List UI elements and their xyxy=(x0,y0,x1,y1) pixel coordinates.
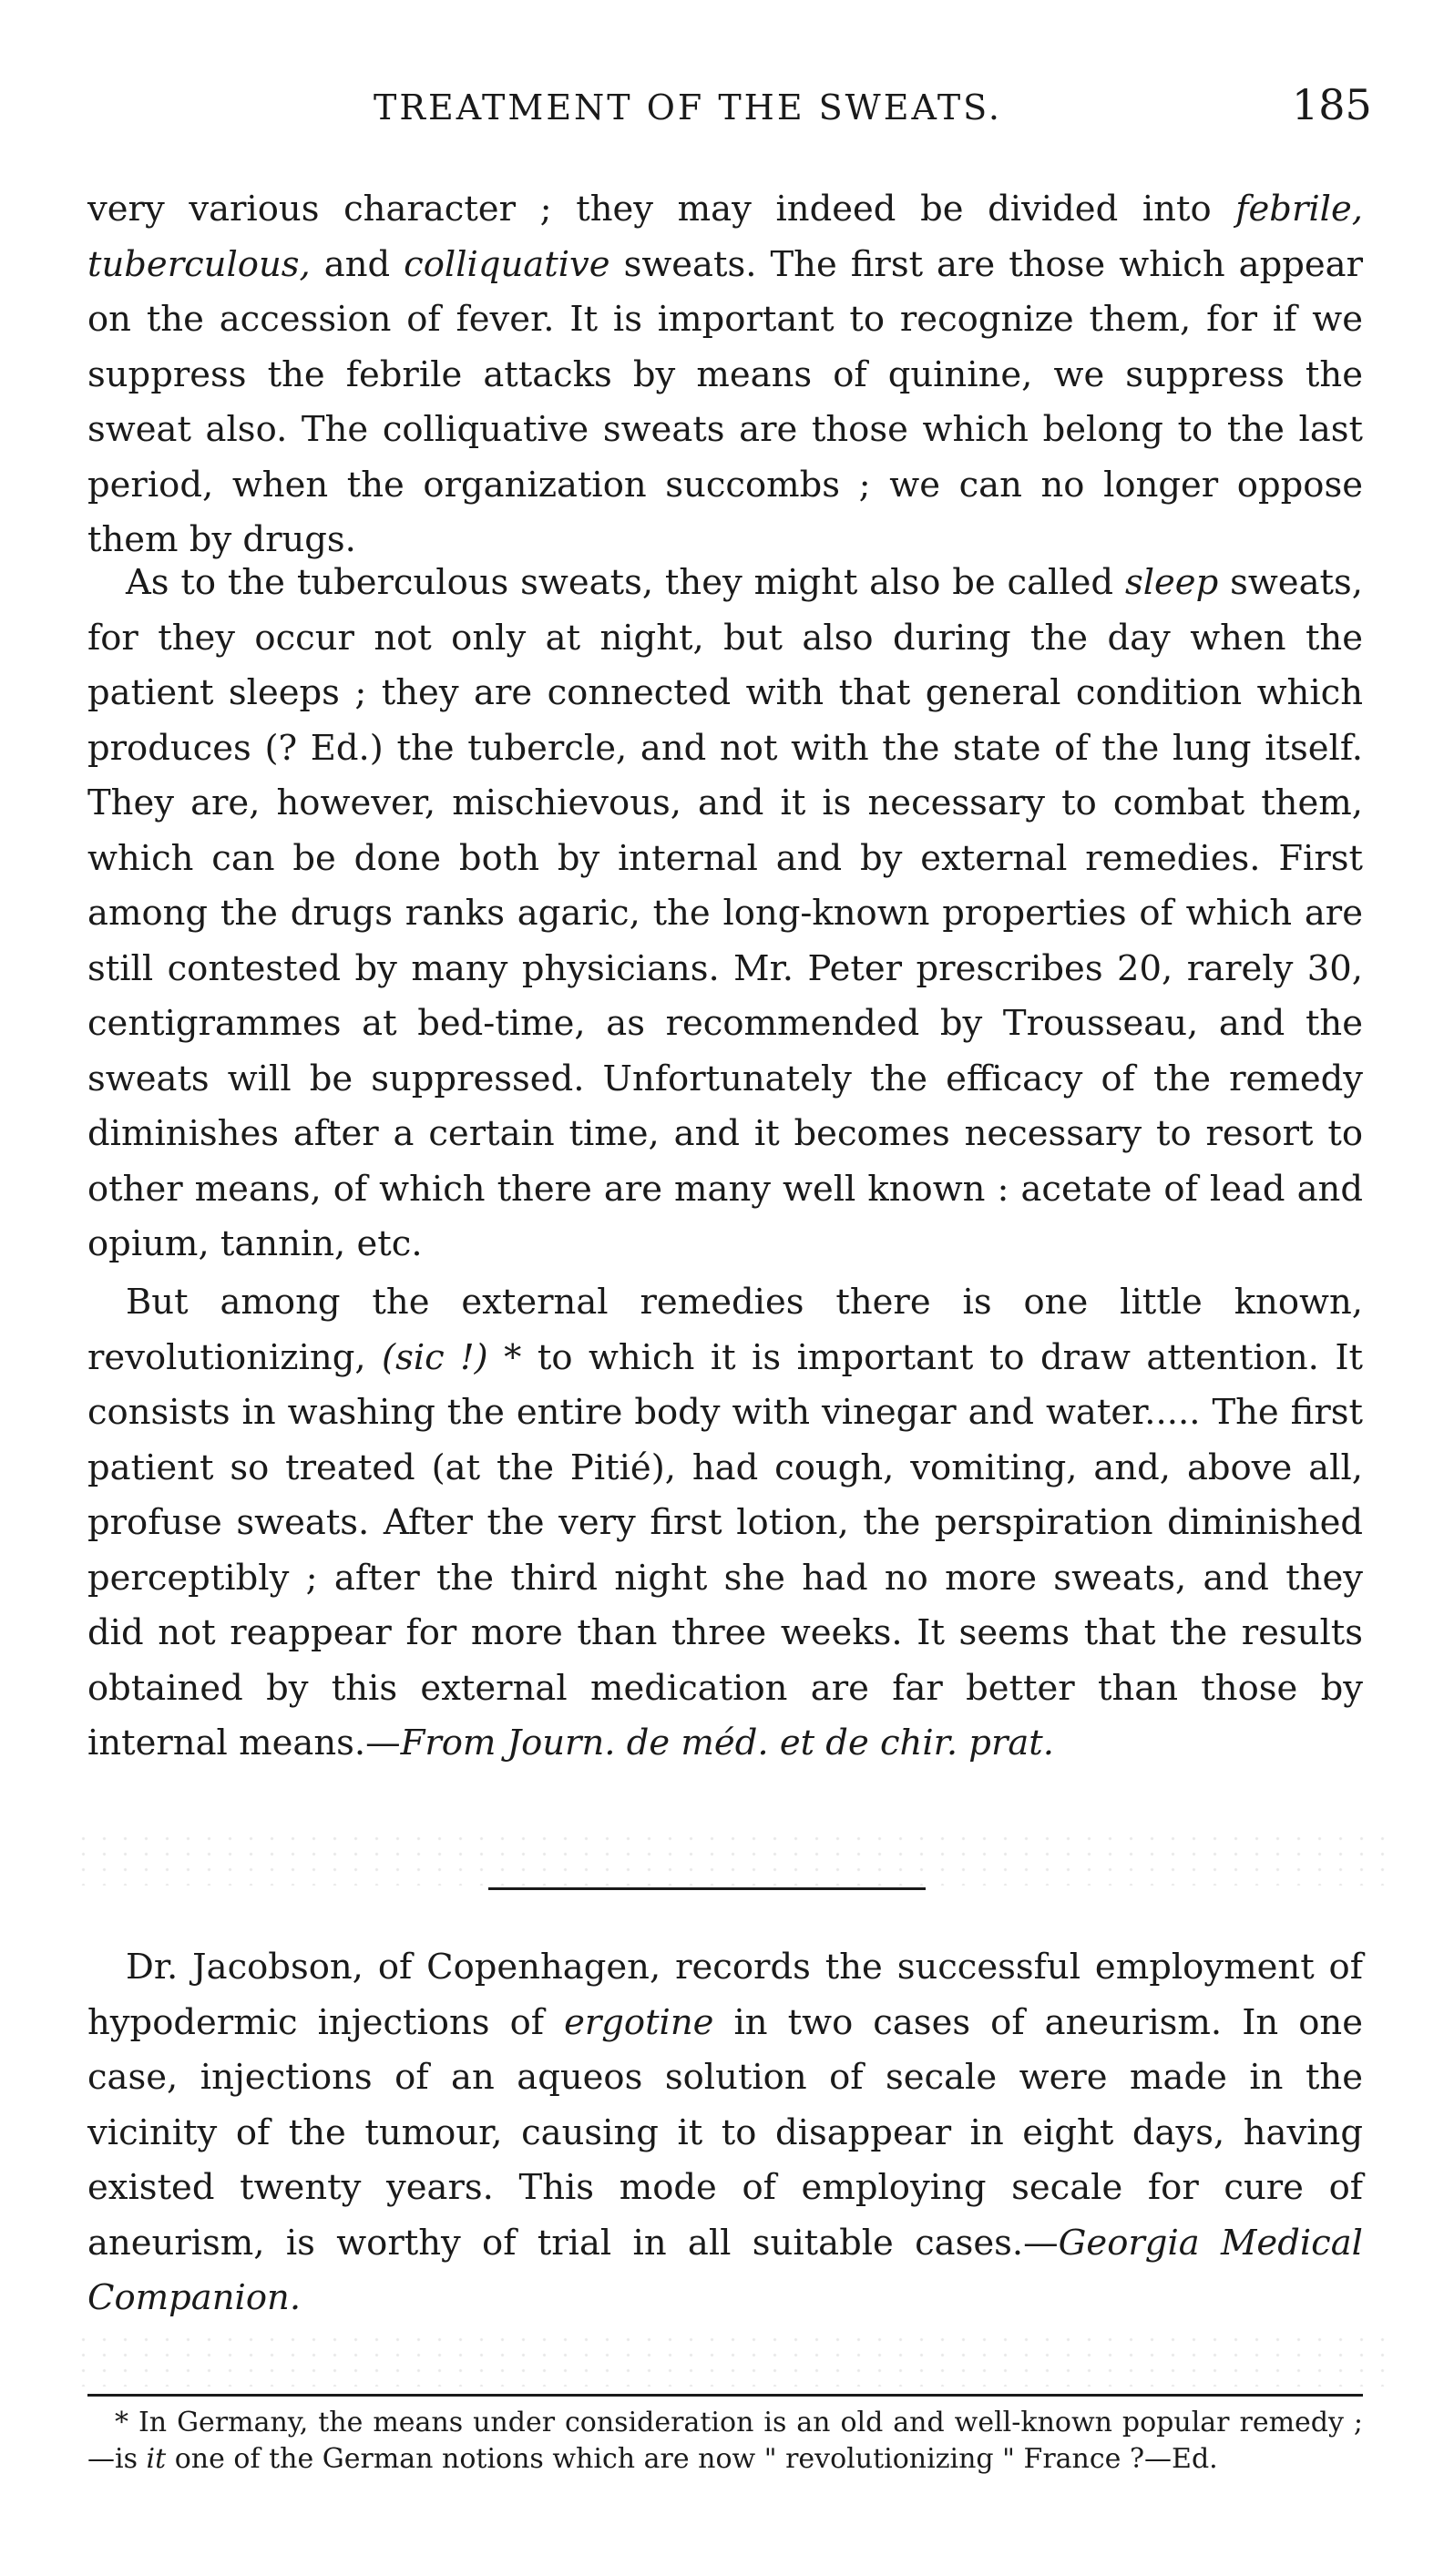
paragraph-text: very various character ; they may indeed be divided into febrile, tuberculous, and colliquative sweats. The first are those which appear on the accession of fever. It is important to recognize them, for if we suppress the febrile attacks by means of quinine, we suppress the sweat also. The colliquative sweats are those which belong to the last period, when the organization succombs ; we can no longer oppose them by drugs. xyxy=(87,189,1363,560)
paragraph-text: As to the tuberculous sweats, they might also be called sleep sweats, for they occur not only at night, but also during the day when the patient sleeps ; they are connected with that general condition which produces (? Ed.) the tubercle, and not with the state of the lung itself. They are, however, mischievous, and it is necessary to combat them, which can be done both by internal and by external remedies. First among the drugs ranks agaric, the long-known properties of which are still contested by many physicians. Mr. Peter prescribes 20, rarely 30, centigrammes at bed-time, as recommended by Trousseau, and the sweats will be suppressed. Unfortunately the efficacy of the remedy diminishes after a certain time, and it becomes necessary to resort to other means, of which there are many well known : acetate of lead and opium, tannin, etc. xyxy=(87,562,1364,1264)
section-divider xyxy=(488,1887,926,1890)
paragraph-text: Dr. Jacobson, of Copenhagen, records the successful employment of hypodermic injections of ergotine in two cases of aneurism. In one case, injections of an aqueos solution of secale were made in the vicinity of the tumour, causing it to disappear in eight days, having existed twenty years. This mode of employing secale for cure of aneurism, is worthy of trial in all suitable cases.—Georgia Medical Companion. xyxy=(87,1947,1364,2318)
page-number: 185 xyxy=(1292,80,1372,129)
paragraph-external-remedies xyxy=(87,1275,1363,1772)
print-speckle xyxy=(73,1831,1385,1886)
paragraph-ergotine-aneurism xyxy=(87,1940,1363,2326)
running-title: TREATMENT OF THE SWEATS. xyxy=(374,87,1002,128)
footnote-rule xyxy=(87,2394,1363,2397)
page-header xyxy=(0,80,1444,142)
print-speckle xyxy=(73,2332,1385,2387)
paragraph-febrile-sweats xyxy=(87,182,1363,568)
footnote: * In Germany, the means under consideration is an old and well-known popular remedy ;—is it one of the German notions which are now " revolutionizing " France ?—Ed. xyxy=(87,2407,1363,2475)
paragraph-tuberculous-sweats xyxy=(87,556,1363,1273)
paragraph-text: But among the external remedies there is one little known, revolutionizing, (sic !) * to which it is important to draw attention. It consists in washing the entire body with vinegar and water..... The first patient so treated (at the Pitié), had cough, vomiting, and, above all, profuse sweats. After the very first lotion, the perspiration diminished perceptibly ; after the third night she had no more sweats, and they did not reappear for more than three weeks. It seems that the results obtained by this external medication are far better than those by internal means.—From Journ. de méd. et de chir. prat. xyxy=(87,1282,1363,1763)
